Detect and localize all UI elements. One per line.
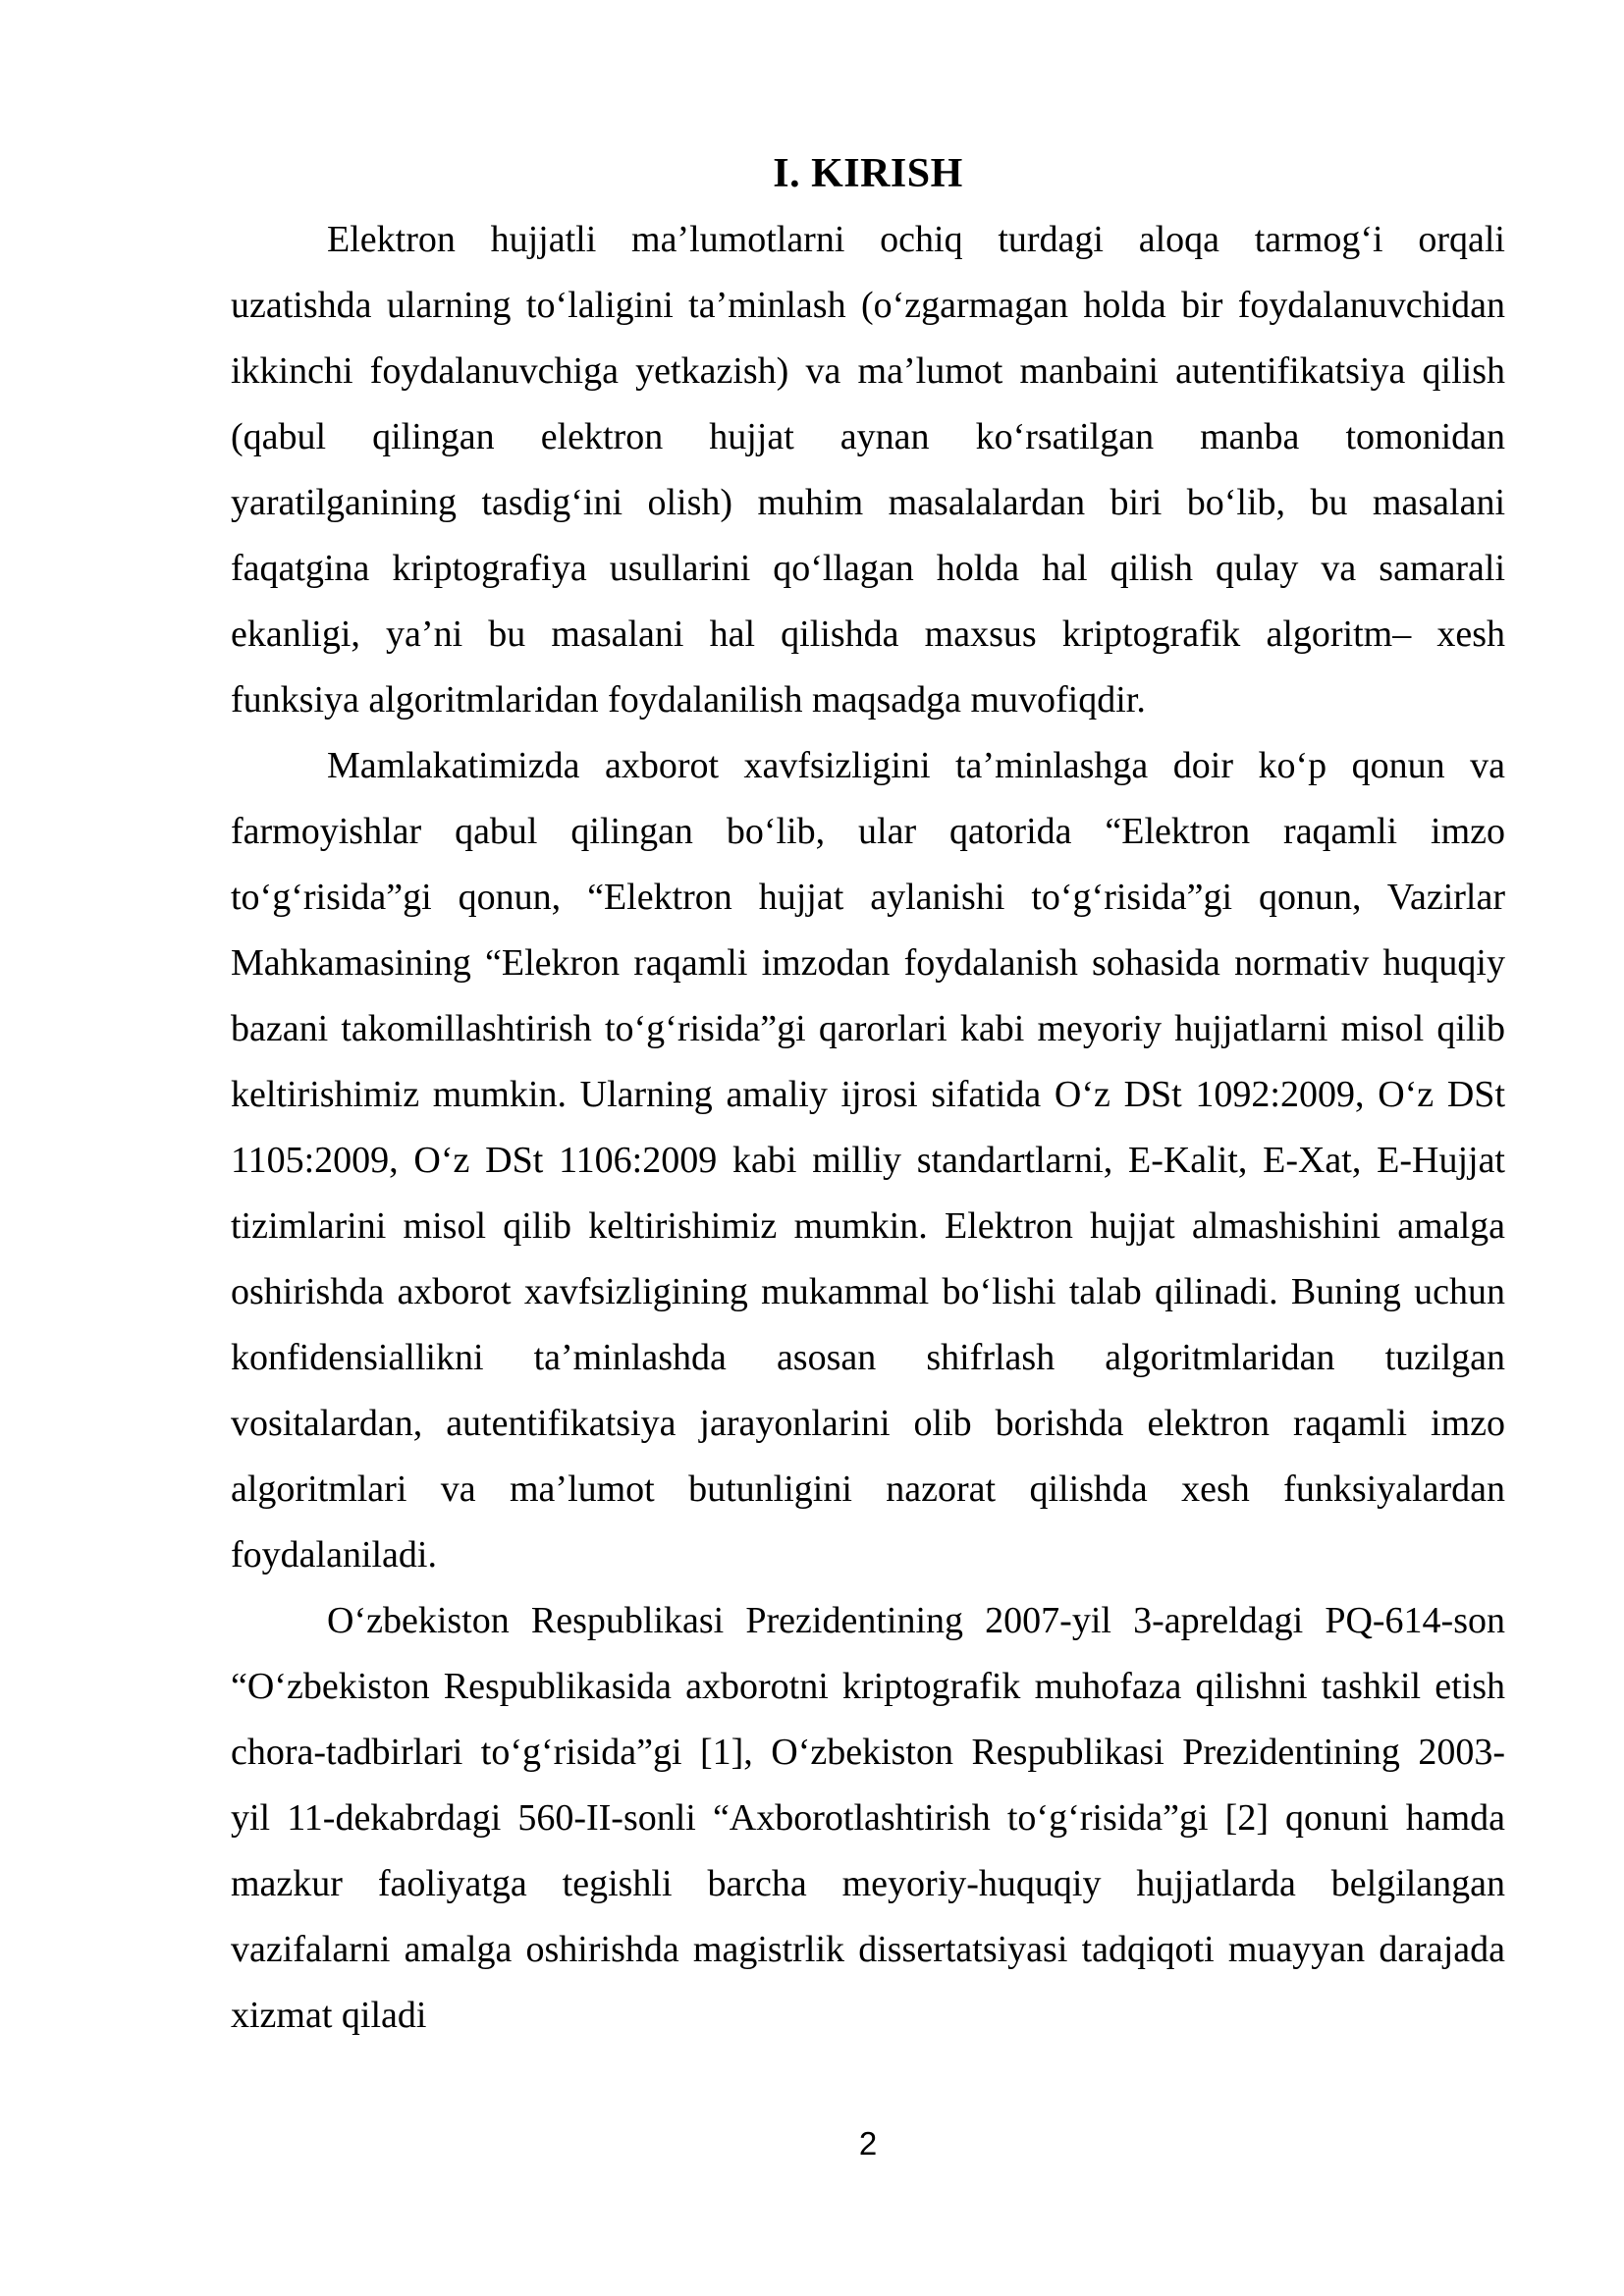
text-line: faqatgina kriptografiya usullarini qo‘llagan holda hal qilish qulay va samarali [231,548,1505,589]
text-line: O‘zbekiston Respublikasi Prezidentining 2007-yil 3-apreldagi PQ-614-son [327,1600,1505,1641]
text-line: ikkinchi foydalanuvchiga yetkazish) va ma’lumot manbaini autentifikatsiya qilish [231,350,1505,392]
document-content [231,141,1505,2049]
text-line: Elektron hujjatli ma’lumotlarni ochiq turdagi aloqa tarmog‘i orqali [327,219,1505,260]
text-line: bazani takomillashtirish to‘g‘risida”gi qarorlari kabi meyoriy hujjatlarni misol qilib [231,1008,1505,1049]
text-line: uzatishda ularning to‘laligini ta’minlash (o‘zgarmagan holda bir foydalanuvchidan [231,285,1505,326]
text-line: vazifalarni amalga oshirishda magistrlik dissertatsiyasi tadqiqoti muayyan darajada [231,1929,1505,1970]
text-line: Mamlakatimizda axborot xavfsizligini ta’minlashga doir ko‘p qonun va [327,745,1505,786]
text-line: oshirishda axborot xavfsizligining mukammal bo‘lishi talab qilinadi. Buning uchun [231,1271,1505,1312]
text-line: to‘g‘risida”gi qonun, “Elektron hujjat aylanishi to‘g‘risida”gi qonun, Vazirlar [231,877,1505,918]
text-line: “O‘zbekiston Respublikasida axborotni kriptografik muhofaza qilishni tashkil etish [231,1666,1505,1707]
page-number: 2 [858,2125,878,2162]
text-line: vositalardan, autentifikatsiya jarayonlarini olib borishda elektron raqamli imzo [231,1403,1505,1444]
text-line: keltirishimiz mumkin. Ularning amaliy ijrosi sifatida O‘z DSt 1092:2009, O‘z DSt [231,1074,1505,1115]
text-line: ekanligi, ya’ni bu masalani hal qilishda maxsus kriptografik algoritm– xesh [231,614,1505,655]
text-line: chora-tadbirlari to‘g‘risida”gi [1], O‘zbekiston Respublikasi Prezidentining 2003- [231,1732,1505,1773]
document-body [231,207,1505,2049]
text-line: foydalaniladi. [231,1534,437,1575]
page-title: I. KIRISH [773,151,963,196]
text-line: konfidensiallikni ta’minlashda asosan shifrlash algoritmlaridan tuzilgan [231,1337,1505,1378]
text-line: yaratilganining tasdig‘ini olish) muhim masalalardan biri bo‘lib, bu masalani [231,482,1505,523]
text-line: funksiya algoritmlaridan foydalanilish maqsadga muvofiqdir. [231,679,1146,721]
text-line: Mahkamasining “Elekron raqamli imzodan foydalanish sohasida normativ huquqiy [231,942,1505,984]
text-line: farmoyishlar qabul qilingan bo‘lib, ular qatorida “Elektron raqamli imzo [231,811,1505,852]
text-line: yil 11-dekabrdagi 560-II-sonli “Axborotlashtirish to‘g‘risida”gi [2] qonuni hamda [231,1797,1505,1839]
text-line: algoritmlari va ma’lumot butunligini nazorat qilishda xesh funksiyalardan [231,1468,1505,1510]
text-line: (qabul qilingan elektron hujjat aynan ko‘rsatilgan manba tomonidan [231,416,1505,457]
text-line: tizimlarini misol qilib keltirishimiz mumkin. Elektron hujjat almashishini amalga [231,1205,1505,1247]
text-line: mazkur faoliyatga tegishli barcha meyoriy-huquqiy hujjatlarda belgilangan [231,1863,1505,1904]
text-line: 1105:2009, O‘z DSt 1106:2009 kabi milliy standartlarni, E-Kalit, E-Xat, E-Hujjat [231,1140,1505,1181]
text-line: xizmat qiladi [231,1995,427,2036]
